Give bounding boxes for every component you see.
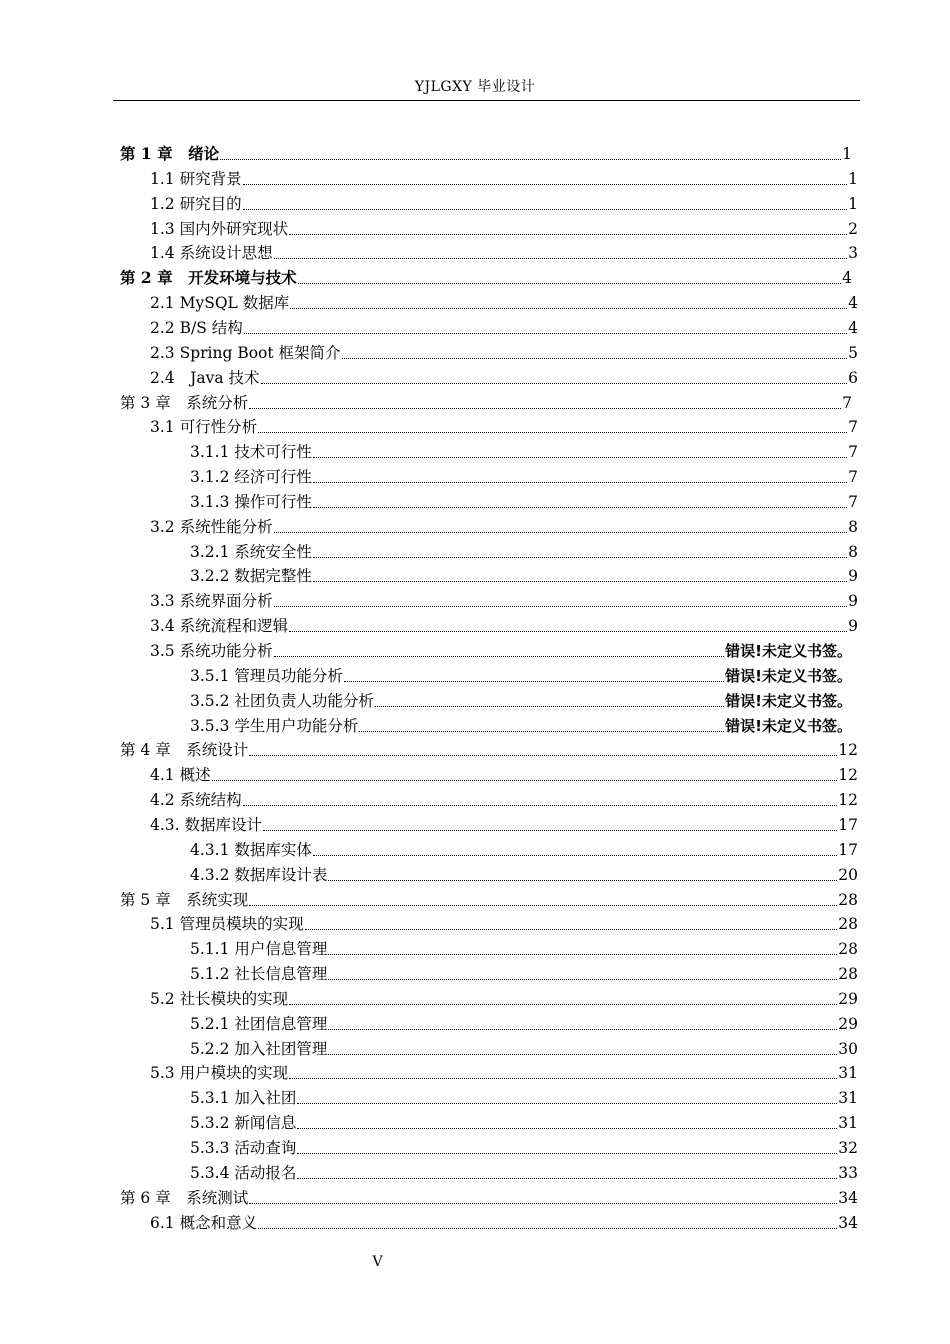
toc-leader-dots — [249, 1202, 837, 1204]
toc-entry-page: 7 — [848, 492, 858, 511]
toc-entry-page: 7 — [842, 393, 852, 412]
toc-entry-page: 9 — [848, 617, 858, 636]
toc-leader-dots — [249, 754, 837, 756]
toc-entry-page: 8 — [848, 517, 858, 536]
toc-entry-page: 17 — [838, 815, 858, 834]
toc-leader-dots — [328, 1053, 837, 1055]
toc-entry-title: 5.1.1 用户信息管理 — [190, 940, 328, 959]
toc-entry-page: 32 — [838, 1139, 858, 1157]
toc-entry-title: 4.3.2 数据库设计表 — [190, 865, 328, 884]
toc-leader-dots — [274, 605, 848, 607]
toc-entry-page: 5 — [848, 343, 858, 362]
toc-entry-page: 9 — [848, 592, 858, 611]
toc-leader-dots — [297, 1102, 837, 1104]
toc-leader-dots — [359, 730, 724, 732]
page-number: V — [372, 1254, 383, 1270]
toc-entry[interactable] — [120, 389, 852, 413]
toc-entry[interactable] — [120, 140, 852, 164]
toc-entry-title: 4.1 概述 — [150, 766, 211, 785]
toc-leader-dots — [258, 431, 847, 433]
toc-entry-title: 1.4 系统设计思想 — [150, 244, 273, 263]
toc-entry-page: 6 — [848, 368, 858, 387]
toc-entry-page: 31 — [838, 1064, 858, 1083]
toc-leader-dots — [274, 531, 848, 533]
toc-entry-title: 3.5.1 管理员功能分析 — [190, 666, 343, 685]
toc-entry-title: 3.2.1 系统安全性 — [190, 542, 312, 561]
toc-entry-page: 29 — [838, 1014, 858, 1033]
toc-entry-page: 4 — [848, 318, 858, 337]
toc-entry[interactable] — [190, 562, 858, 586]
toc-entry[interactable] — [190, 1109, 858, 1133]
toc-entry-page: 31 — [838, 1114, 858, 1133]
toc-entry[interactable] — [150, 289, 858, 313]
toc-entry-title: 5.3.1 加入社团 — [190, 1089, 297, 1108]
toc-entry[interactable] — [150, 339, 858, 363]
toc-entry-page: 1 — [848, 194, 858, 213]
toc-entry-title: 2.1 MySQL 数据库 — [150, 294, 290, 313]
toc-entry-error: 错误!未定义书签。 — [725, 716, 852, 735]
toc-entry-title: 5.2 社长模块的实现 — [150, 989, 289, 1008]
toc-leader-dots — [212, 779, 838, 781]
toc-entry-title: 3.2.2 数据完整性 — [190, 567, 312, 586]
toc-entry-error: 错误!未定义书签。 — [725, 642, 852, 660]
toc-leader-dots — [263, 829, 837, 831]
toc-leader-dots — [244, 332, 847, 334]
toc-entry[interactable] — [120, 886, 858, 910]
toc-entry-page: 31 — [838, 1089, 858, 1108]
toc-entry-title: 3.5.2 社团负责人功能分析 — [190, 691, 374, 710]
toc-leader-dots — [220, 158, 841, 160]
toc-entry-page: 4 — [848, 294, 858, 313]
toc-leader-dots — [313, 506, 847, 508]
toc-entry-page: 30 — [838, 1039, 858, 1058]
toc-entry-page: 7 — [848, 443, 858, 462]
toc-entry[interactable] — [190, 935, 858, 959]
toc-entry-title: 5.3 用户模块的实现 — [150, 1064, 289, 1083]
toc-entry-title: 2.4 Java 技术 — [150, 368, 260, 387]
toc-entry[interactable] — [150, 364, 858, 388]
toc-entry[interactable] — [190, 1035, 858, 1059]
toc-entry-title: 3.4 系统流程和逻辑 — [150, 617, 289, 636]
toc-entry-title: 5.3.4 活动报名 — [190, 1163, 297, 1182]
toc-entry-title: 第 3 章 系统分析 — [120, 393, 249, 412]
toc-entry-page: 12 — [838, 791, 858, 810]
toc-leader-dots — [313, 580, 847, 582]
toc-entry[interactable] — [150, 513, 858, 537]
toc-entry-title: 4.2 系统结构 — [150, 791, 242, 810]
toc-entry-title: 第 2 章 开发环境与技术 — [120, 268, 297, 288]
toc-entry-page: 9 — [848, 567, 858, 586]
toc-entry-title: 5.1.2 社长信息管理 — [190, 965, 328, 984]
toc-entry[interactable] — [150, 761, 858, 785]
toc-entry-title: 6.1 概念和意义 — [150, 1213, 258, 1232]
toc-leader-dots — [297, 1177, 837, 1179]
toc-entry[interactable] — [150, 413, 858, 437]
toc-entry-page: 3 — [848, 244, 858, 263]
toc-leader-dots — [342, 357, 848, 359]
toc-entry[interactable] — [150, 1059, 858, 1083]
toc-entry[interactable] — [150, 786, 858, 810]
toc-entry-title: 1.3 国内外研究现状 — [150, 219, 289, 238]
toc-entry[interactable] — [150, 587, 858, 611]
toc-entry-title: 5.2.2 加入社团管理 — [190, 1039, 328, 1058]
toc-entry[interactable] — [190, 488, 858, 512]
toc-entry-page: 4 — [842, 269, 852, 288]
toc-leader-dots — [243, 183, 848, 185]
toc-entry[interactable] — [190, 861, 858, 885]
toc-entry[interactable] — [190, 463, 858, 487]
toc-entry[interactable] — [190, 712, 852, 736]
toc-entry-title: 3.1.3 操作可行性 — [190, 492, 312, 511]
toc-entry[interactable] — [150, 215, 858, 239]
toc-entry-page: 28 — [838, 940, 858, 959]
toc-entry-page: 28 — [838, 890, 858, 909]
toc-leader-dots — [289, 1077, 837, 1079]
toc-leader-dots — [305, 928, 838, 930]
toc-entry-page: 28 — [838, 965, 858, 984]
toc-entry[interactable] — [190, 1159, 858, 1183]
toc-entry[interactable] — [120, 264, 852, 288]
toc-entry-title: 4.3. 数据库设计 — [150, 815, 263, 834]
toc-leader-dots — [328, 978, 837, 980]
toc-leader-dots — [298, 282, 842, 284]
toc-entry-title: 4.3.1 数据库实体 — [190, 840, 312, 859]
toc-entry[interactable] — [190, 687, 852, 711]
toc-entry-title: 3.5 系统功能分析 — [150, 642, 273, 660]
toc-entry-title: 3.1 可行性分析 — [150, 418, 258, 437]
toc-entry[interactable] — [150, 190, 858, 214]
toc-entry-title: 第 5 章 系统实现 — [120, 890, 249, 909]
toc-entry-page: 1 — [842, 145, 852, 163]
toc-leader-dots — [249, 904, 837, 906]
toc-entry-page: 12 — [838, 766, 858, 785]
page-header: YJLGXY 毕业设计 — [414, 79, 536, 95]
toc-entry-page: 20 — [838, 865, 858, 884]
toc-entry[interactable] — [150, 612, 858, 636]
toc-leader-dots — [289, 630, 847, 632]
toc-entry[interactable] — [190, 538, 858, 562]
toc-leader-dots — [328, 953, 837, 955]
toc-entry-page: 33 — [838, 1163, 858, 1182]
toc-leader-dots — [289, 1003, 837, 1005]
toc-leader-dots — [328, 879, 837, 881]
toc-entry[interactable] — [150, 637, 852, 661]
toc-leader-dots — [297, 1127, 837, 1129]
toc-entry-title: 5.3.3 活动查询 — [190, 1139, 297, 1157]
toc-leader-dots — [313, 456, 847, 458]
toc-entry[interactable] — [190, 438, 858, 462]
toc-entry[interactable] — [150, 811, 858, 835]
toc-entry-page: 7 — [848, 468, 858, 487]
toc-entry-title: 5.2.1 社团信息管理 — [190, 1014, 328, 1033]
toc-entry-title: 5.3.2 新闻信息 — [190, 1114, 297, 1133]
toc-leader-dots — [313, 481, 847, 483]
toc-entry[interactable] — [190, 836, 858, 860]
toc-leader-dots — [243, 208, 848, 210]
toc-entry[interactable] — [150, 314, 858, 338]
toc-entry[interactable] — [150, 239, 858, 263]
toc-entry-title: 3.1.1 技术可行性 — [190, 443, 312, 462]
toc-entry-title: 3.3 系统界面分析 — [150, 592, 273, 611]
toc-leader-dots — [249, 407, 841, 409]
toc-leader-dots — [328, 1028, 837, 1030]
toc-entry[interactable] — [150, 910, 858, 934]
toc-entry-page: 1 — [848, 169, 858, 188]
toc-entry-error: 错误!未定义书签。 — [725, 666, 852, 685]
toc-entry-title: 第 4 章 系统设计 — [120, 741, 249, 760]
toc-entry-title: 2.3 Spring Boot 框架简介 — [150, 343, 341, 362]
toc-entry[interactable] — [120, 1184, 858, 1208]
toc-entry[interactable] — [150, 1209, 858, 1233]
toc-leader-dots — [344, 680, 724, 682]
toc-entry[interactable] — [120, 736, 858, 760]
toc-entry-title: 3.2 系统性能分析 — [150, 517, 273, 536]
toc-entry[interactable] — [190, 662, 852, 686]
toc-entry[interactable] — [150, 165, 858, 189]
toc-entry-error: 错误!未定义书签。 — [725, 691, 852, 710]
toc-entry-page: 28 — [838, 915, 858, 934]
toc-leader-dots — [261, 382, 848, 384]
toc-entry[interactable] — [190, 1084, 858, 1108]
toc-entry[interactable] — [190, 1010, 858, 1034]
header-divider — [113, 100, 860, 101]
toc-entry-title: 5.1 管理员模块的实现 — [150, 915, 304, 934]
toc-entry-page: 8 — [848, 542, 858, 561]
toc-entry[interactable] — [190, 960, 858, 984]
toc-leader-dots — [243, 804, 838, 806]
toc-entry-title: 3.5.3 学生用户功能分析 — [190, 716, 359, 735]
toc-entry-title: 第 6 章 系统测试 — [120, 1188, 249, 1207]
toc-entry-page: 29 — [838, 989, 858, 1008]
toc-entry-title: 第 1 章 绪论 — [120, 144, 220, 163]
toc-entry-page: 34 — [838, 1213, 858, 1232]
toc-leader-dots — [313, 556, 847, 558]
toc-leader-dots — [274, 257, 848, 259]
toc-entry-title: 2.2 B/S 结构 — [150, 318, 243, 337]
toc-entry-title: 3.1.2 经济可行性 — [190, 468, 312, 487]
toc-leader-dots — [375, 705, 724, 707]
toc-entry-page: 7 — [848, 418, 858, 437]
toc-leader-dots — [289, 233, 847, 235]
toc-entry-page: 2 — [848, 219, 858, 238]
toc-entry-page: 17 — [838, 840, 858, 859]
toc-leader-dots — [313, 854, 837, 856]
toc-entry-title: 1.1 研究背景 — [150, 169, 242, 188]
toc-entry[interactable] — [190, 1134, 858, 1158]
toc-entry-page: 12 — [838, 741, 858, 760]
toc-leader-dots — [258, 1227, 837, 1229]
toc-entry[interactable] — [150, 985, 858, 1009]
toc-entry-title: 1.2 研究目的 — [150, 194, 242, 213]
toc-leader-dots — [274, 655, 725, 657]
toc-entry-page: 34 — [838, 1188, 858, 1207]
toc-leader-dots — [297, 1152, 837, 1154]
toc-leader-dots — [290, 307, 847, 309]
